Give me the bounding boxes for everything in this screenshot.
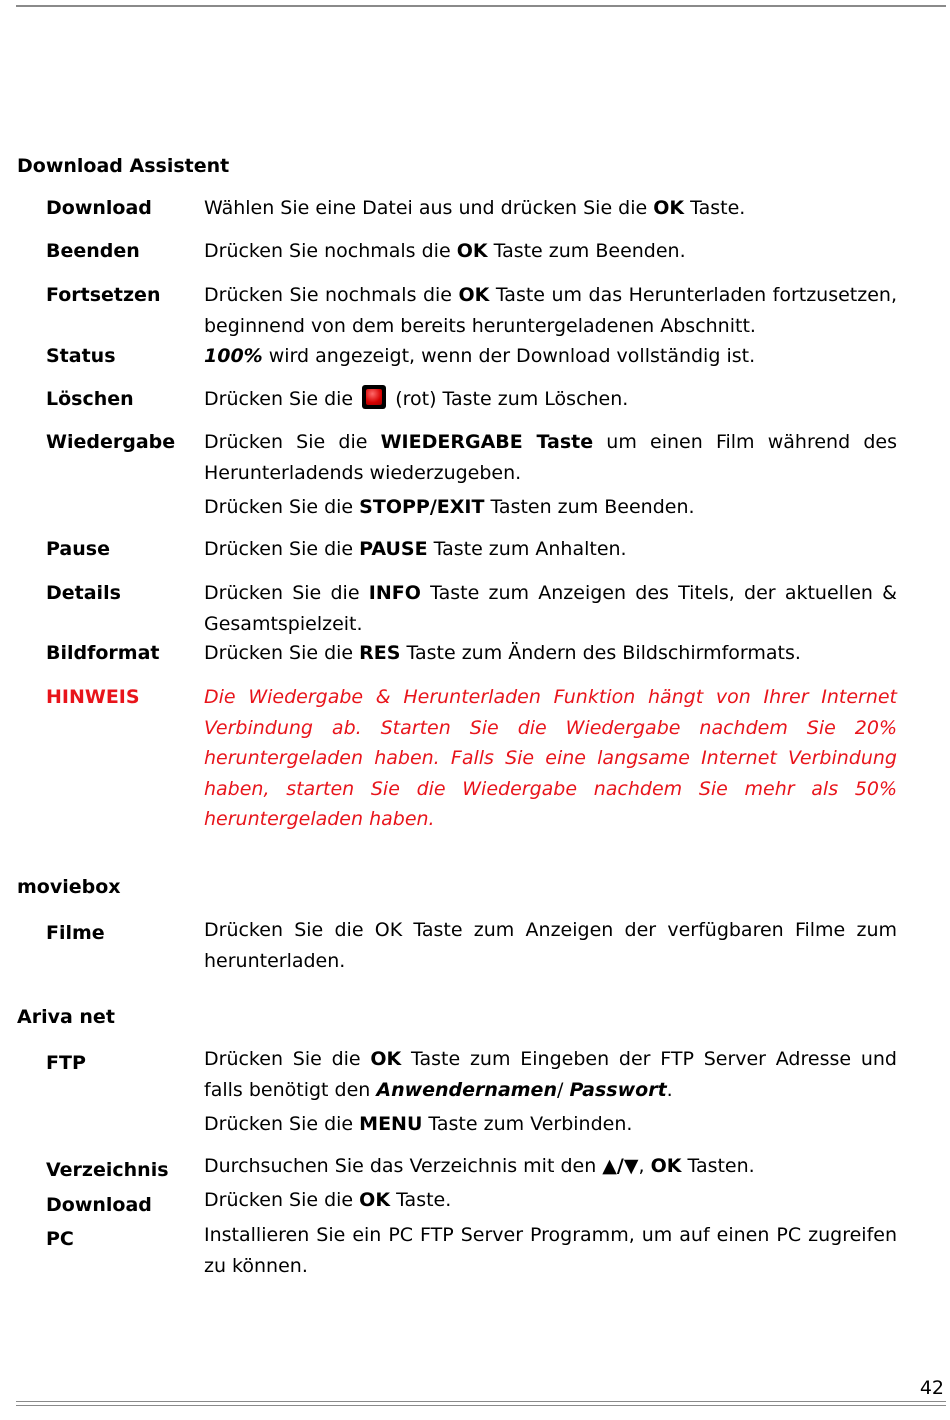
- page-number: 42: [919, 1377, 944, 1399]
- label-wiedergabe: Wiedergabe: [46, 431, 176, 453]
- label-details: Details: [46, 582, 121, 604]
- label-download-ariva: Download: [46, 1194, 152, 1216]
- desc-beenden: Drücken Sie nochmals die OK Taste zum Beenden.: [204, 240, 686, 262]
- desc-details: Drücken Sie die INFO Taste zum Anzeigen des Titels, der aktuellen & Gesamtspielzeit.: [204, 582, 897, 635]
- desc-filme: Drücken Sie die OK Taste zum Anzeigen der verfügbaren Filme zum herunterladen.: [204, 919, 897, 972]
- desc-loeschen: Drücken Sie die (rot) Taste zum Löschen.: [204, 384, 897, 415]
- red-button-icon: [362, 385, 386, 409]
- desc-status: 100% wird angezeigt, wenn der Download vollständig ist.: [204, 345, 756, 367]
- desc-wiedergabe-stop: Drücken Sie die STOPP/EXIT Tasten zum Beenden.: [204, 496, 695, 518]
- desc-download: Wählen Sie eine Datei aus und drücken Sie die OK Taste.: [204, 197, 746, 219]
- label-hinweis: HINWEIS: [46, 686, 140, 708]
- top-rule: [16, 5, 946, 7]
- desc-wiedergabe: Drücken Sie die WIEDERGABE Taste um einen Film während des Herunterladends wiederzugeben.: [204, 431, 897, 484]
- label-bildformat: Bildformat: [46, 642, 160, 664]
- desc-ftp-connect: Drücken Sie die MENU Taste zum Verbinden.: [204, 1113, 633, 1135]
- label-pc: PC: [46, 1228, 74, 1250]
- note-text: Die Wiedergabe & Herunterladen Funktion hängt von Ihrer Internet Verbindung ab. Starten Sie die Wiedergabe nachdem Sie 20% heruntergeladen haben. Falls Sie eine langsame Internet Verbindung haben, starten Sie die Wiedergabe nachdem Sie mehr als 50% heruntergeladen haben.: [204, 686, 897, 830]
- desc-pc: Installieren Sie ein PC FTP Server Programm, um auf einen PC zugreifen zu können.: [204, 1224, 897, 1277]
- desc-pause: Drücken Sie die PAUSE Taste zum Anhalten.: [204, 538, 627, 560]
- up-down-arrow-icon: ▲/▼: [602, 1155, 639, 1177]
- label-beenden: Beenden: [46, 240, 140, 262]
- desc-download-ariva: Drücken Sie die OK Taste.: [204, 1189, 452, 1211]
- desc-fortsetzen: Drücken Sie nochmals die OK Taste um das Herunterladen fortzusetzen, beginnend von dem bereits heruntergeladenen Abschnitt.: [204, 284, 898, 337]
- label-status: Status: [46, 345, 116, 367]
- bottom-rule: [16, 1401, 946, 1406]
- label-pause: Pause: [46, 538, 110, 560]
- label-filme: Filme: [46, 922, 105, 944]
- desc-ftp: Drücken Sie die OK Taste zum Eingeben der FTP Server Adresse und falls benötigt den Anwendernamen/ Passwort.: [204, 1048, 897, 1101]
- section-title-download-assistent: Download Assistent: [17, 155, 230, 177]
- label-download: Download: [46, 197, 152, 219]
- label-verzeichnis: Verzeichnis: [46, 1159, 169, 1181]
- label-fortsetzen: Fortsetzen: [46, 284, 161, 306]
- section-title-moviebox: moviebox: [17, 876, 121, 898]
- label-ftp: FTP: [46, 1052, 86, 1074]
- desc-verzeichnis: Durchsuchen Sie das Verzeichnis mit den ▲/▼, OK Tasten.: [204, 1155, 755, 1177]
- label-loeschen: Löschen: [46, 388, 134, 410]
- section-title-ariva-net: Ariva net: [17, 1006, 115, 1028]
- desc-bildformat: Drücken Sie die RES Taste zum Ändern des Bildschirmformats.: [204, 642, 801, 664]
